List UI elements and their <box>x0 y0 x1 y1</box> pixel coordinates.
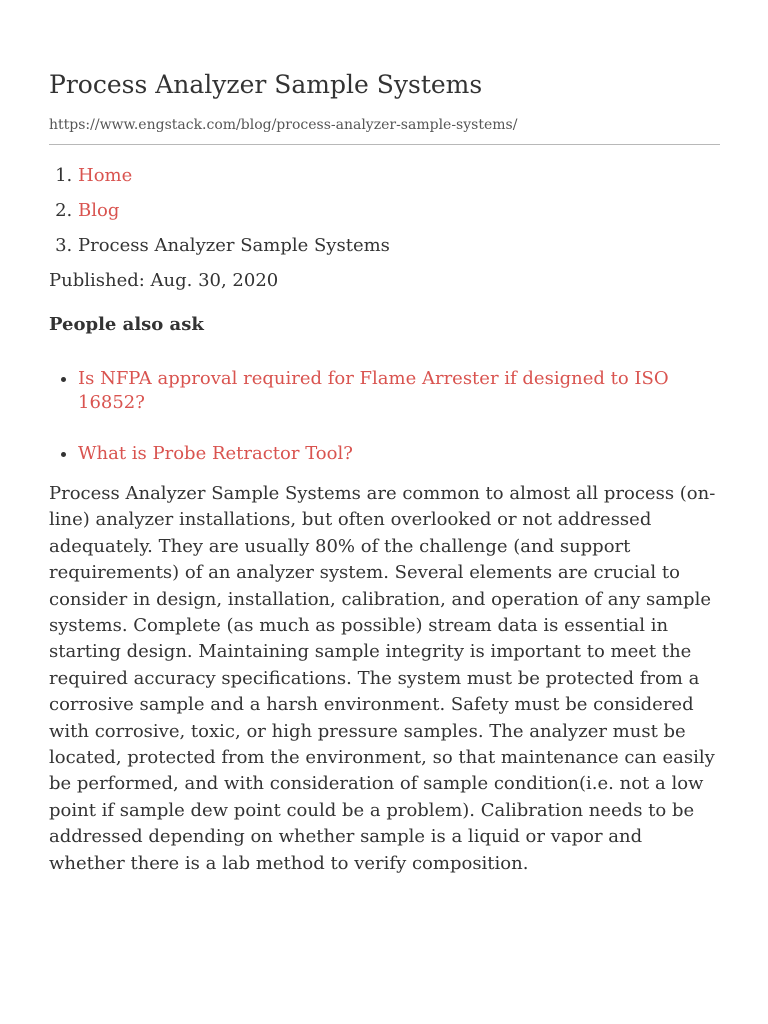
breadcrumb-link-blog[interactable]: Blog <box>78 200 120 221</box>
question-item <box>78 367 720 415</box>
article-body: Process Analyzer Sample Systems are common to almost all process (on-line) analyzer installations, but often overlooked or not addressed adequately. They are usually 80% of the challenge (and support requirements) of an analyzer system. Several elements are crucial to consider in design, installation, calibration, and operation of any sample systems. Complete (as much as possible) stream data is essential in starting design. Maintaining sample integrity is important to meet the required accuracy specifications. The system must be protected from a corrosive sample and a harsh environment. Safety must be considered with corrosive, toxic, or high pressure samples. The analyzer must be located, protected from the environment, so that maintenance can easily be performed, and with consideration of sample condition(i.e. not a low point if sample dew point could be a problem). Calibration needs to be addressed depending on whether sample is a liquid or vapor and whether there is a lab method to verify composition. <box>49 483 716 874</box>
breadcrumb-current-label: Process Analyzer Sample Systems <box>78 235 390 256</box>
breadcrumb <box>49 164 720 258</box>
breadcrumb-link-home[interactable]: Home <box>78 165 133 186</box>
breadcrumb-item-home <box>78 164 720 188</box>
page-url: https://www.engstack.com/blog/process-analyzer-sample-systems/ <box>49 116 720 145</box>
breadcrumb-item-current <box>78 234 720 258</box>
page-title: Process Analyzer Sample Systems <box>49 70 483 99</box>
people-also-ask-list <box>49 367 720 466</box>
breadcrumb-item-blog <box>78 199 720 223</box>
question-link[interactable]: Is NFPA approval required for Flame Arrester if designed to ISO 16852? <box>78 368 669 413</box>
people-also-ask-heading: People also ask <box>49 314 204 335</box>
question-item <box>78 442 720 466</box>
published-date: Published: Aug. 30, 2020 <box>49 270 279 291</box>
question-link[interactable]: What is Probe Retractor Tool? <box>78 443 353 464</box>
